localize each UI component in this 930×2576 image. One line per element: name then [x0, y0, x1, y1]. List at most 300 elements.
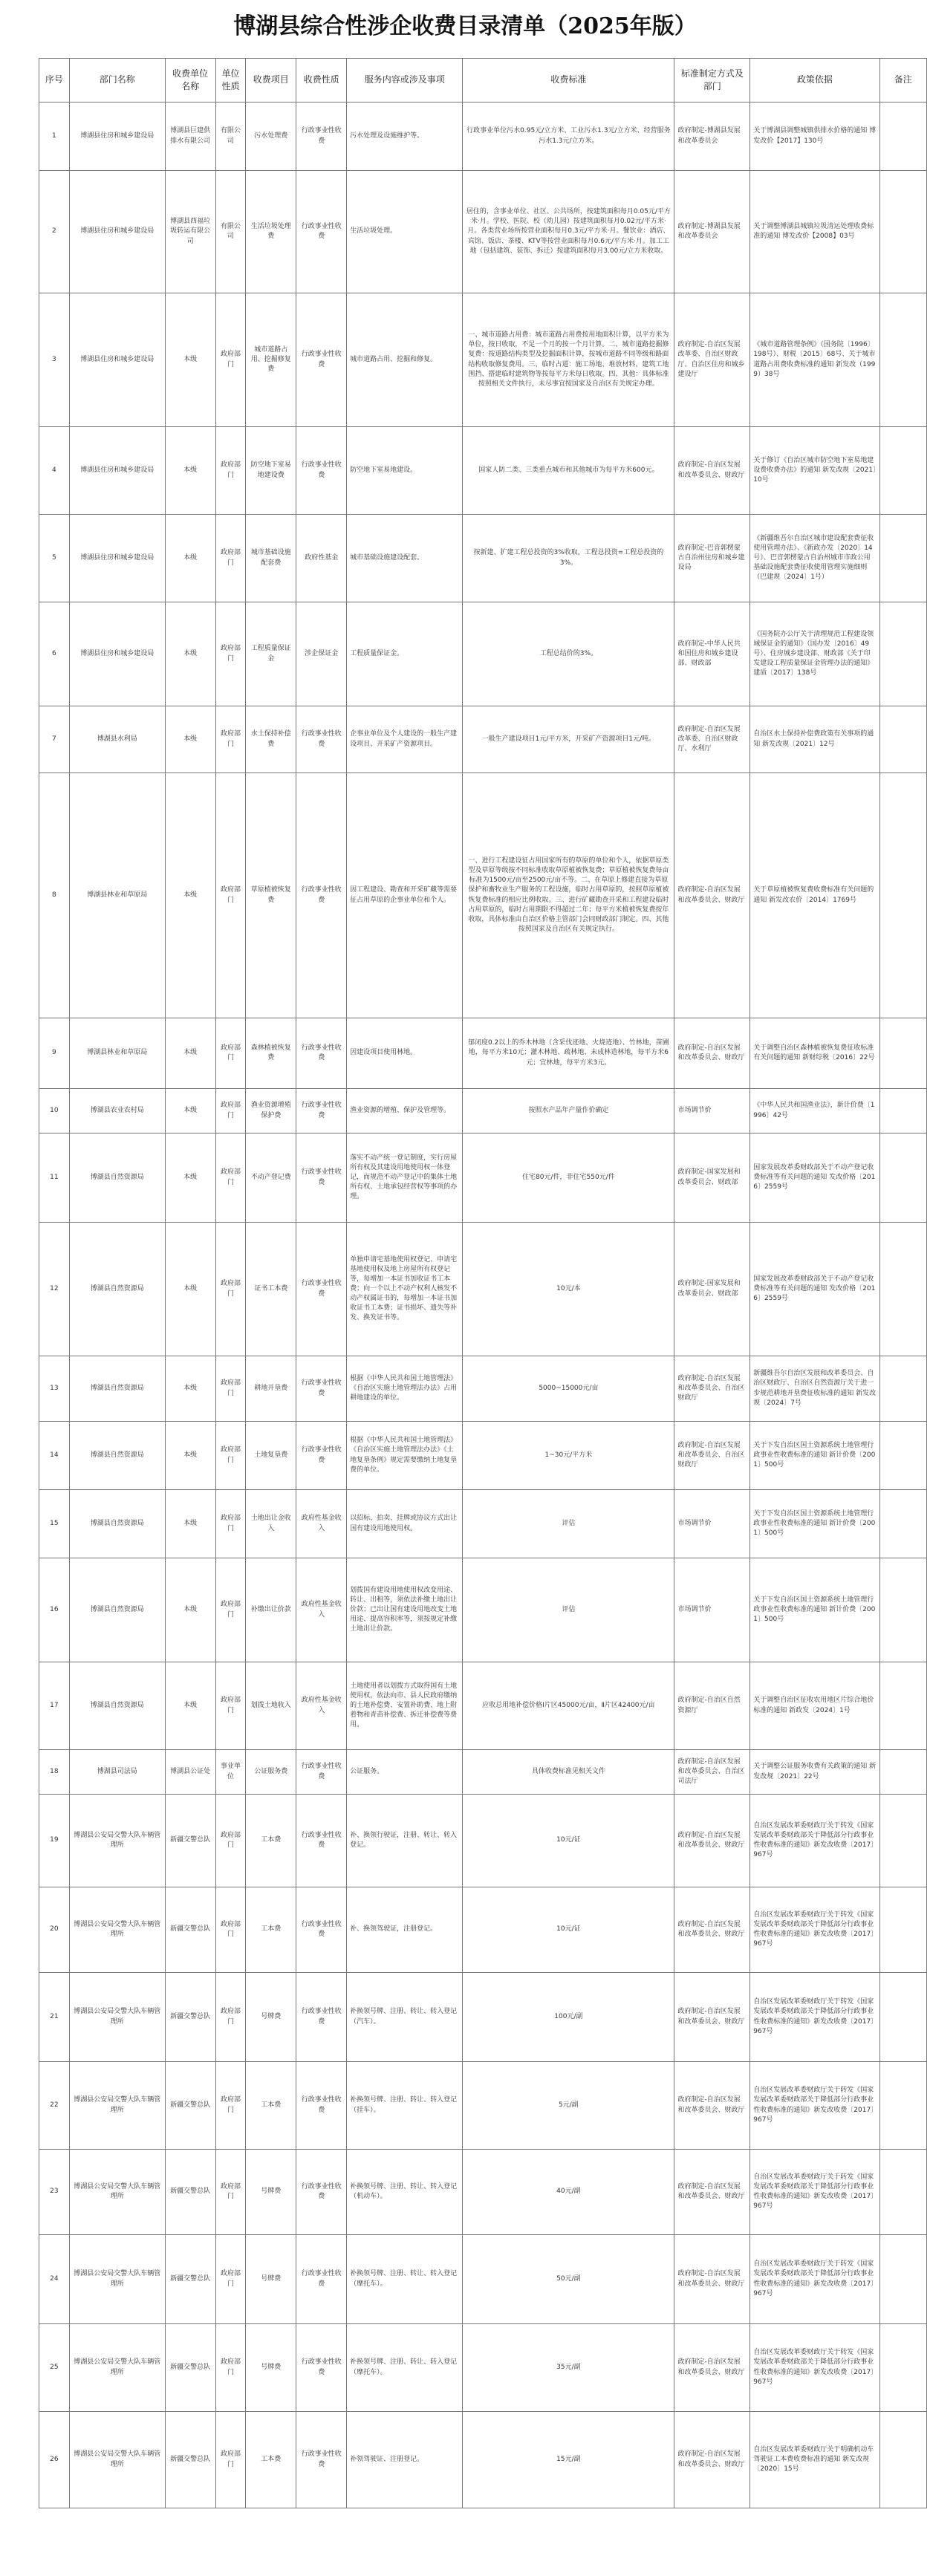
row-number-cell: 4 [39, 427, 70, 515]
standard-method-cell: 政府制定-自治区发展改革委、自治区财政厅、水利厅 [674, 706, 750, 773]
fee-type-cell: 行政事业性收费 [296, 773, 347, 1018]
policy-basis-cell: 关于下发自治区国土资源系统土地管理行政事业性收费标准的通知 新计价费〔2001〕500号 [750, 1422, 879, 1490]
department-name-cell: 博湖县公安局交警大队车辆管理所 [69, 2412, 165, 2508]
fee-item-cell: 城市道路占用、挖掘修复费 [246, 293, 296, 427]
charging-unit-cell: 本级 [165, 515, 215, 602]
fee-type-cell: 行政事业性收费 [296, 1089, 347, 1133]
standard-method-cell: 政府制定-国家发展和改革委员会、财政部 [674, 1223, 750, 1356]
remark-cell [879, 1490, 926, 1558]
table-header-row [39, 59, 927, 103]
fee-type-cell: 行政事业性收费 [296, 427, 347, 515]
policy-basis-cell: 新疆维吾尔自治区发展和改革委员会、自治区财政厅、自治区自然资源厅关于进一步规范耕地开垦费征收标准的通知 新发改规〔2024〕7号 [750, 1356, 879, 1422]
header-cell: 收费单位名称 [165, 59, 215, 103]
service-content-cell: 企事业单位及个人建设的一般生产建设项目、开采矿产资源项目。 [347, 706, 463, 773]
standard-method-cell: 市场调节价 [674, 1490, 750, 1558]
table-row [39, 2150, 927, 2235]
fee-type-cell: 行政事业性收费 [296, 293, 347, 427]
charging-unit-cell: 新疆交警总队 [165, 1795, 215, 1887]
policy-basis-cell: 自治区发展改革委财政厅关于转发《国家发展改革委财政部关于降低部分行政事业性收费标准的通知》新发改收费〔2017〕967号 [750, 1973, 879, 2062]
fee-item-cell: 号牌费 [246, 2235, 296, 2324]
service-content-cell: 公证服务。 [347, 1750, 463, 1795]
fee-standard-cell: 100元/副 [463, 1973, 674, 2062]
service-content-cell: 城市道路占用、挖掘和修复。 [347, 293, 463, 427]
unit-nature-cell: 有限公司 [215, 171, 246, 293]
fee-item-cell: 公证服务费 [246, 1750, 296, 1795]
fee-type-cell: 行政事业性收费 [296, 1887, 347, 1973]
fee-type-cell: 政府性基金收入 [296, 1558, 347, 1662]
unit-nature-cell: 有限公司 [215, 103, 246, 171]
standard-method-cell: 政府制定-自治区发展改革委、自治区财政厅、自治区住房和城乡建设厅 [674, 293, 750, 427]
charging-unit-cell: 本级 [165, 293, 215, 427]
standard-method-cell: 政府制定-自治区发展和改革委员会、自治区司法厅 [674, 1750, 750, 1795]
fee-item-cell: 生活垃圾处理费 [246, 171, 296, 293]
charging-unit-cell: 本级 [165, 1422, 215, 1490]
row-number-cell: 14 [39, 1422, 70, 1490]
row-number-cell: 16 [39, 1558, 70, 1662]
standard-method-cell: 政府制定-自治区发展和改革委员会、财政厅 [674, 2235, 750, 2324]
policy-basis-cell: 《新疆维吾尔自治区城市建设配套费征收使用管理办法》、《新政办发〔2020〕14号》、巴音郭楞蒙古自治州城市市政公用基础设施配套费征收使用管理实施细则（巴建规〔2024〕1号） [750, 515, 879, 602]
policy-basis-cell: 自治区发展改革委财政厅关于转发《国家发展改革委财政部关于降低部分行政事业性收费标准的通知》新发改收费〔2017〕967号 [750, 2324, 879, 2412]
unit-nature-cell: 政府部门 [215, 773, 246, 1018]
row-number-cell: 1 [39, 103, 70, 171]
policy-basis-cell: 关于博湖县调整城镇供排水价格的通知 博发改价【2017】130号 [750, 103, 879, 171]
unit-nature-cell: 政府部门 [215, 1018, 246, 1089]
fee-type-cell: 政府性基金收入 [296, 1490, 347, 1558]
fee-type-cell: 行政事业性收费 [296, 1750, 347, 1795]
charging-unit-cell: 本级 [165, 706, 215, 773]
service-content-cell: 防空地下室易地建设。 [347, 427, 463, 515]
fee-standard-cell: 5元/副 [463, 2062, 674, 2150]
service-content-cell: 工程质量保证金。 [347, 602, 463, 706]
department-name-cell: 博湖县公安局交警大队车辆管理所 [69, 1973, 165, 2062]
standard-method-cell: 政府制定-自治区自然资源厅 [674, 1662, 750, 1750]
fee-item-cell: 号牌费 [246, 2150, 296, 2235]
fee-standard-cell: 40元/副 [463, 2150, 674, 2235]
fee-item-cell: 森林植被恢复费 [246, 1018, 296, 1089]
department-name-cell: 博湖县住房和城乡建设局 [69, 515, 165, 602]
policy-basis-cell: 关于调整自治区森林植被恢复费征收标准有关问题的通知 新财综税〔2016〕22号 [750, 1018, 879, 1089]
fee-item-cell: 耕地开垦费 [246, 1356, 296, 1422]
row-number-cell: 25 [39, 2324, 70, 2412]
standard-method-cell: 政府制定-博湖县发展和改革委员会 [674, 171, 750, 293]
standard-method-cell: 政府制定-自治区发展和改革委员会、财政厅 [674, 2324, 750, 2412]
service-content-cell: 补换领号牌、注册、转让、转入登记（汽车）。 [347, 1973, 463, 2062]
row-number-cell: 15 [39, 1490, 70, 1558]
department-name-cell: 博湖县公安局交警大队车辆管理所 [69, 2150, 165, 2235]
row-number-cell: 10 [39, 1089, 70, 1133]
table-row [39, 1795, 927, 1887]
policy-basis-cell: 国家发展改革委财政部关于不动产登记收费标准等有关问题的通知 发改价格〔2016〕2559号 [750, 1223, 879, 1356]
charging-unit-cell: 本级 [165, 1133, 215, 1223]
unit-nature-cell: 政府部门 [215, 2412, 246, 2508]
fee-standard-cell: 50元/副 [463, 2235, 674, 2324]
table-row [39, 1490, 927, 1558]
fee-standard-cell: 郁闭度0.2以上的乔木林地（含采伐迹地、火烧迹地）、竹林地，苗圃地，每平方米10元；灌木林地、疏林地、未成林造林地，每平方米6元；宜林地，每平方米3元。 [463, 1018, 674, 1089]
service-content-cell: 补换领号牌、注册、转让、转入登记（机动车）。 [347, 2150, 463, 2235]
service-content-cell: 城市基础设施建设配套。 [347, 515, 463, 602]
policy-basis-cell: 关于调整公证服务收费有关政策的通知 新发改规〔2021〕22号 [750, 1750, 879, 1795]
remark-cell [879, 602, 926, 706]
table-row [39, 1887, 927, 1973]
table-row [39, 103, 927, 171]
service-content-cell: 补、换领行驶证，注册、转让、转入登记。 [347, 1795, 463, 1887]
standard-method-cell: 政府制定-博湖县发展和改革委员会 [674, 103, 750, 171]
unit-nature-cell: 政府部门 [215, 2235, 246, 2324]
department-name-cell: 博湖县林业和草原局 [69, 1018, 165, 1089]
fee-item-cell: 土地复垦费 [246, 1422, 296, 1490]
table-row [39, 427, 927, 515]
policy-basis-cell: 自治区发展改革委财政厅关于转发《国家发展改革委财政部关于降低部分行政事业性收费标准的通知》新发改收费〔2017〕967号 [750, 2062, 879, 2150]
fee-type-cell: 行政事业性收费 [296, 103, 347, 171]
department-name-cell: 博湖县公安局交警大队车辆管理所 [69, 1795, 165, 1887]
service-content-cell: 生活垃圾处理。 [347, 171, 463, 293]
policy-basis-cell: 关于草原植被恢复费收费标准有关问题的通知 新发改农价〔2014〕1769号 [750, 773, 879, 1018]
remark-cell [879, 2235, 926, 2324]
department-name-cell: 博湖县自然资源局 [69, 1662, 165, 1750]
department-name-cell: 博湖县自然资源局 [69, 1558, 165, 1662]
fee-item-cell: 污水处理费 [246, 103, 296, 171]
remark-cell [879, 1558, 926, 1662]
policy-basis-cell: 《国务院办公厅关于清理规范工程建设领域保证金的通知》（国办发〔2016〕49号）、住房城乡建设部、财政部《关于印发建设工程质量保证金管理办法的通知》建质〔2017〕138号 [750, 602, 879, 706]
fee-type-cell: 行政事业性收费 [296, 2235, 347, 2324]
table-row [39, 1223, 927, 1356]
remark-cell [879, 427, 926, 515]
fee-type-cell: 行政事业性收费 [296, 1422, 347, 1490]
charging-unit-cell: 本级 [165, 1223, 215, 1356]
department-name-cell: 博湖县自然资源局 [69, 1490, 165, 1558]
service-content-cell: 根据《中华人民共和国土地管理法》《自治区实施土地管理法办法》《土地复垦条例》规定需要缴纳土地复垦费的单位。 [347, 1422, 463, 1490]
department-name-cell: 博湖县住房和城乡建设局 [69, 602, 165, 706]
header-cell: 序号 [39, 59, 70, 103]
table-row [39, 1662, 927, 1750]
fee-item-cell: 渔业资源增殖保护费 [246, 1089, 296, 1133]
department-name-cell: 博湖县农业农村局 [69, 1089, 165, 1133]
charging-unit-cell: 本级 [165, 1662, 215, 1750]
fee-type-cell: 行政事业性收费 [296, 1018, 347, 1089]
service-content-cell: 划拨国有建设用地使用权改变用途、转让、出租等，须依法补缴土地出让价款；已出让国有建设用地改变土地用途、提高容积率等，须按规定补缴土地出让价款。 [347, 1558, 463, 1662]
fee-item-cell: 工程质量保证金 [246, 602, 296, 706]
table-row [39, 706, 927, 773]
fee-item-cell: 工本费 [246, 2412, 296, 2508]
unit-nature-cell: 政府部门 [215, 1356, 246, 1422]
fee-standard-cell: 1~30元/平方米 [463, 1422, 674, 1490]
charging-unit-cell: 新疆交警总队 [165, 2150, 215, 2235]
standard-method-cell: 政府制定-自治区发展和改革委员会、财政厅 [674, 427, 750, 515]
service-content-cell: 土地使用者以划拨方式取得国有土地使用权，依法向市、县人民政府缴纳的土地补偿费、安置补助费、地上附着物和青苗补偿费、拆迁补偿费等费用。 [347, 1662, 463, 1750]
unit-nature-cell: 政府部门 [215, 515, 246, 602]
department-name-cell: 博湖县自然资源局 [69, 1422, 165, 1490]
row-number-cell: 24 [39, 2235, 70, 2324]
table-row [39, 293, 927, 427]
policy-basis-cell: 《中华人民共和国渔业法》，新计价费〔1996〕42号 [750, 1089, 879, 1133]
department-name-cell: 博湖县公安局交警大队车辆管理所 [69, 2324, 165, 2412]
charging-unit-cell: 新疆交警总队 [165, 2412, 215, 2508]
row-number-cell: 17 [39, 1662, 70, 1750]
table-row [39, 1356, 927, 1422]
standard-method-cell: 政府制定-自治区发展和改革委员会、财政厅 [674, 1973, 750, 2062]
fee-item-cell: 工本费 [246, 1795, 296, 1887]
standard-method-cell: 政府制定-自治区发展和改革委员会、自治区财政厅 [674, 1422, 750, 1490]
policy-basis-cell: 自治区发展改革委财政厅关于转发《国家发展改革委财政部关于降低部分行政事业性收费标准的通知》新发改收费〔2017〕967号 [750, 2235, 879, 2324]
fee-item-cell: 草原植被恢复费 [246, 773, 296, 1018]
fee-item-cell: 防空地下室易地建设费 [246, 427, 296, 515]
row-number-cell: 18 [39, 1750, 70, 1795]
charging-unit-cell: 本级 [165, 1018, 215, 1089]
standard-method-cell: 政府制定-国家发展和改革委员会、财政部 [674, 1133, 750, 1223]
table-row [39, 1018, 927, 1089]
header-cell: 服务内容或涉及事项 [347, 59, 463, 103]
charging-unit-cell: 本级 [165, 773, 215, 1018]
unit-nature-cell: 政府部门 [215, 1887, 246, 1973]
table-row [39, 1558, 927, 1662]
remark-cell [879, 1133, 926, 1223]
policy-basis-cell: 关于调整自治区征收农用地区片综合地价标准的通知 新政发〔2024〕1号 [750, 1662, 879, 1750]
header-cell: 单位性质 [215, 59, 246, 103]
service-content-cell: 因工程建设、勘查和开采矿藏等需要征占用草原的企事业单位和个人。 [347, 773, 463, 1018]
remark-cell [879, 773, 926, 1018]
header-cell: 部门名称 [69, 59, 165, 103]
standard-method-cell: 政府制定-自治区发展和改革委员会、财政厅 [674, 2150, 750, 2235]
remark-cell [879, 1887, 926, 1973]
service-content-cell: 污水处理及设施维护等。 [347, 103, 463, 171]
standard-method-cell: 市场调节价 [674, 1558, 750, 1662]
remark-cell [879, 103, 926, 171]
table-row [39, 773, 927, 1018]
fee-type-cell: 涉企保证金 [296, 602, 347, 706]
remark-cell [879, 1018, 926, 1089]
fee-item-cell: 号牌费 [246, 2324, 296, 2412]
table-row [39, 2324, 927, 2412]
department-name-cell: 博湖县公安局交警大队车辆管理所 [69, 2235, 165, 2324]
remark-cell [879, 1422, 926, 1490]
fee-type-cell: 行政事业性收费 [296, 2062, 347, 2150]
unit-nature-cell: 政府部门 [215, 1558, 246, 1662]
standard-method-cell: 政府制定-自治区发展和改革委员会、财政厅 [674, 2412, 750, 2508]
table-row [39, 2235, 927, 2324]
fee-item-cell: 土地出让金收入 [246, 1490, 296, 1558]
row-number-cell: 21 [39, 1973, 70, 2062]
charging-unit-cell: 本级 [165, 1490, 215, 1558]
unit-nature-cell: 政府部门 [215, 2324, 246, 2412]
header-cell: 备注 [879, 59, 926, 103]
fee-standard-cell: 居住的，含事业单位、社区、公共场所，按建筑面积每月0.05元/平方米·月。学校、医院、校（幼儿园）按建筑面积每月0.02元/平方米·月。各类营业场所按营业面积每月0.3元/平方米·月。餐饮业：酒店、宾馆、饭店、茶楼、KTV等按营业面积每月0.6元/平方米·月。加工工地（包括建筑、装饰、拆迁）按建筑面积每月3.00元/立方米收取。 [463, 171, 674, 293]
table-row [39, 2062, 927, 2150]
charging-unit-cell: 新疆交警总队 [165, 2324, 215, 2412]
row-number-cell: 6 [39, 602, 70, 706]
remark-cell [879, 706, 926, 773]
remark-cell [879, 1750, 926, 1795]
unit-nature-cell: 事业单位 [215, 1750, 246, 1795]
unit-nature-cell: 政府部门 [215, 1795, 246, 1887]
remark-cell [879, 2062, 926, 2150]
remark-cell [879, 1223, 926, 1356]
department-name-cell: 博湖县住房和城乡建设局 [69, 103, 165, 171]
fee-standard-cell: 一般生产建设项目1元/平方米，开采矿产资源项目1元/吨。 [463, 706, 674, 773]
fee-item-cell: 证书工本费 [246, 1223, 296, 1356]
charging-unit-cell: 新疆交警总队 [165, 2062, 215, 2150]
row-number-cell: 8 [39, 773, 70, 1018]
row-number-cell: 12 [39, 1223, 70, 1356]
fee-standard-cell: 10元/证 [463, 1887, 674, 1973]
table-row [39, 1750, 927, 1795]
remark-cell [879, 1662, 926, 1750]
service-content-cell: 补换领号牌、注册、转让、转入登记（摩托车）。 [347, 2324, 463, 2412]
fee-item-cell: 工本费 [246, 1887, 296, 1973]
remark-cell [879, 171, 926, 293]
department-name-cell: 博湖县水利局 [69, 706, 165, 773]
charging-unit-cell: 新疆交警总队 [165, 1887, 215, 1973]
fee-standard-cell: 住宅80元/件，非住宅550元/件 [463, 1133, 674, 1223]
fee-standard-cell: 国家人防二类、三类重点城市和其他城市为每平方米600元。 [463, 427, 674, 515]
policy-basis-cell: 自治区发展改革委财政厅关于明确机动车驾驶证工本费收费标准的通知 新发改规〔2020〕15号 [750, 2412, 879, 2508]
standard-method-cell: 政府制定-自治区发展和改革委员会、自治区财政厅 [674, 1356, 750, 1422]
row-number-cell: 23 [39, 2150, 70, 2235]
department-name-cell: 博湖县住房和城乡建设局 [69, 171, 165, 293]
remark-cell [879, 1089, 926, 1133]
unit-nature-cell: 政府部门 [215, 1662, 246, 1750]
fee-catalog-table [39, 58, 927, 2508]
standard-method-cell: 政府制定-自治区发展和改革委员会、财政厅 [674, 1018, 750, 1089]
unit-nature-cell: 政府部门 [215, 1973, 246, 2062]
row-number-cell: 22 [39, 2062, 70, 2150]
row-number-cell: 5 [39, 515, 70, 602]
document-title: 博湖县综合性涉企收费目录清单（2025年版） [233, 13, 697, 39]
row-number-cell: 26 [39, 2412, 70, 2508]
unit-nature-cell: 政府部门 [215, 293, 246, 427]
unit-nature-cell: 政府部门 [215, 427, 246, 515]
table-row [39, 1422, 927, 1490]
fee-item-cell: 补缴出让价款 [246, 1558, 296, 1662]
service-content-cell: 补换领号牌、注册、转让、转入登记（摩托车）。 [347, 2235, 463, 2324]
table-row [39, 171, 927, 293]
row-number-cell: 19 [39, 1795, 70, 1887]
unit-nature-cell: 政府部门 [215, 1089, 246, 1133]
unit-nature-cell: 政府部门 [215, 706, 246, 773]
department-name-cell: 博湖县自然资源局 [69, 1133, 165, 1223]
charging-unit-cell: 本级 [165, 1558, 215, 1662]
department-name-cell: 博湖县司法局 [69, 1750, 165, 1795]
fee-type-cell: 行政事业性收费 [296, 2412, 347, 2508]
remark-cell [879, 293, 926, 427]
header-cell: 标准制定方式及部门 [674, 59, 750, 103]
service-content-cell: 补换领号牌、注册、转让、转入登记（挂车）。 [347, 2062, 463, 2150]
fee-standard-cell: 15元/副 [463, 2412, 674, 2508]
remark-cell [879, 515, 926, 602]
row-number-cell: 9 [39, 1018, 70, 1089]
fee-standard-cell: 35元/副 [463, 2324, 674, 2412]
fee-type-cell: 行政事业性收费 [296, 1223, 347, 1356]
standard-method-cell: 政府制定-自治区发展和改革委员会、财政厅 [674, 2062, 750, 2150]
fee-standard-cell: 5000~15000元/亩 [463, 1356, 674, 1422]
service-content-cell: 补领驾驶证、注册登记。 [347, 2412, 463, 2508]
table-row [39, 1133, 927, 1223]
standard-method-cell: 政府制定-自治区发展和改革委员会、财政厅 [674, 1887, 750, 1973]
unit-nature-cell: 政府部门 [215, 2062, 246, 2150]
department-name-cell: 博湖县自然资源局 [69, 1223, 165, 1356]
policy-basis-cell: 国家发展改革委财政部关于不动产登记收费标准等有关问题的通知 发改价格〔2016〕2559号 [750, 1133, 879, 1223]
service-content-cell: 根据《中华人民共和国土地管理法》《自治区实施土地管理法办法》占用耕地建设的单位。 [347, 1356, 463, 1422]
service-content-cell: 以招标、拍卖、挂牌或协议方式出让国有建设用地使用权。 [347, 1490, 463, 1558]
fee-standard-cell: 按照水产品年产量作价确定 [463, 1089, 674, 1133]
department-name-cell: 博湖县公安局交警大队车辆管理所 [69, 2062, 165, 2150]
standard-method-cell: 政府制定-自治区发展和改革委员会、财政厅 [674, 773, 750, 1018]
department-name-cell: 博湖县公安局交警大队车辆管理所 [69, 1887, 165, 1973]
fee-type-cell: 行政事业性收费 [296, 2150, 347, 2235]
fee-standard-cell: 一、城市道路占用费：城市道路占用费按用地面积计算，以平方米为单位，按日收取，不足一个月的按一个月计算。二、城市道路挖掘修复费：按道路结构类型及挖掘面积计算，按城市道路不同等级和路面结构收取修复费用。三、临时占道：施工场地、堆放材料、建筑工地围挡、搭建临时建筑物等按每平方米每日收取。四、其他：具体标准按照相关文件执行，未尽事宜按国家及自治区有关规定办理。 [463, 293, 674, 427]
header-cell: 收费标准 [463, 59, 674, 103]
policy-basis-cell: 关于修订《自治区城市防空地下室易地建设费收费办法》的通知 新发改规〔2021〕10号 [750, 427, 879, 515]
charging-unit-cell: 博湖县西福垃圾转运有限公司 [165, 171, 215, 293]
unit-nature-cell: 政府部门 [215, 1422, 246, 1490]
remark-cell [879, 1795, 926, 1887]
remark-cell [879, 1356, 926, 1422]
table-row [39, 602, 927, 706]
policy-basis-cell: 自治区发展改革委财政厅关于转发《国家发展改革委财政部关于降低部分行政事业性收费标准的通知》新发改收费〔2017〕967号 [750, 2150, 879, 2235]
fee-item-cell: 不动产登记费 [246, 1133, 296, 1223]
unit-nature-cell: 政府部门 [215, 2150, 246, 2235]
fee-standard-cell: 具体收费标准见相关文件 [463, 1750, 674, 1795]
fee-type-cell: 行政事业性收费 [296, 171, 347, 293]
fee-type-cell: 政府性基金 [296, 515, 347, 602]
fee-standard-cell: 一、进行工程建设征占用国家所有的草原的单位和个人，依据草原类型及草原等级按不同标准收取草原植被恢复费；草原植被恢复费每亩标准为1500元/亩至2500元/亩不等。二、在草原上修建直接为草原保护和畜牧业生产服务的工程设施，临时占用草原的，按照草原植被恢复费标准的相应比例收取。三、进行矿藏勘查开采和工程建设临时占用草原的，临时占用期限不得超过二年；每平方米植被恢复费按年收取，具体标准由自治区价格主管部门会同财政部门制定。四、其他按照国家及自治区有关规定执行。 [463, 773, 674, 1018]
policy-basis-cell: 《城市道路管理条例》（国务院〔1996〕198号）、财税〔2015〕68号、关于城市道路占用费收费标准的通知 新发改（1999）38号 [750, 293, 879, 427]
fee-type-cell: 行政事业性收费 [296, 706, 347, 773]
service-content-cell: 渔业资源的增殖、保护及管理等。 [347, 1089, 463, 1133]
department-name-cell: 博湖县住房和城乡建设局 [69, 427, 165, 515]
header-cell: 收费性质 [296, 59, 347, 103]
row-number-cell: 3 [39, 293, 70, 427]
unit-nature-cell: 政府部门 [215, 602, 246, 706]
unit-nature-cell: 政府部门 [215, 1133, 246, 1223]
charging-unit-cell: 本级 [165, 427, 215, 515]
policy-basis-cell: 自治区水土保持补偿费政策有关事项的通知 新发改规〔2021〕12号 [750, 706, 879, 773]
row-number-cell: 11 [39, 1133, 70, 1223]
fee-type-cell: 行政事业性收费 [296, 1973, 347, 2062]
row-number-cell: 7 [39, 706, 70, 773]
department-name-cell: 博湖县自然资源局 [69, 1356, 165, 1422]
fee-standard-cell: 评估 [463, 1558, 674, 1662]
fee-standard-cell: 按新建、扩建工程总投资的3%收取，工程总投资=工程总投资的3%。 [463, 515, 674, 602]
table-row [39, 2412, 927, 2508]
policy-basis-cell: 自治区发展改革委财政厅关于转发《国家发展改革委财政部关于降低部分行政事业性收费标准的通知》新发改收费〔2017〕967号 [750, 1795, 879, 1887]
department-name-cell: 博湖县林业和草原局 [69, 773, 165, 1018]
remark-cell [879, 1973, 926, 2062]
fee-item-cell: 划拨土地收入 [246, 1662, 296, 1750]
fee-item-cell: 城市基础设施配套费 [246, 515, 296, 602]
table-row [39, 1973, 927, 2062]
charging-unit-cell: 本级 [165, 1089, 215, 1133]
fee-standard-cell: 10元/证 [463, 1795, 674, 1887]
row-number-cell: 2 [39, 171, 70, 293]
charging-unit-cell: 新疆交警总队 [165, 1973, 215, 2062]
fee-type-cell: 政府性基金收入 [296, 1662, 347, 1750]
fee-item-cell: 水土保持补偿费 [246, 706, 296, 773]
standard-method-cell: 政府制定-中华人民共和国住房和城乡建设部、财政部 [674, 602, 750, 706]
fee-type-cell: 行政事业性收费 [296, 1795, 347, 1887]
service-content-cell: 单独申请宅基地使用权登记、申请宅基地使用权及地上房屋所有权登记等，每增加一本证书加收证书工本费；向一个以上不动产权利人核发不动产权属证书的，每增加一本证书加收证书工本费；证书损坏、遗失等补发、换发证书等。 [347, 1223, 463, 1356]
header-cell: 政策依据 [750, 59, 879, 103]
fee-standard-cell: 行政事业单位污水0.95元/立方米、工业污水1.3元/立方米、经营服务污水1.3元/立方米。 [463, 103, 674, 171]
standard-method-cell: 市场调节价 [674, 1089, 750, 1133]
department-name-cell: 博湖县住房和城乡建设局 [69, 293, 165, 427]
standard-method-cell: 政府制定-自治区发展和改革委员会、财政厅 [674, 1795, 750, 1887]
policy-basis-cell: 关于下发自治区国土资源系统土地管理行政事业性收费标准的通知 新计价费〔2001〕500号 [750, 1558, 879, 1662]
remark-cell [879, 2324, 926, 2412]
fee-standard-cell: 工程总结价的3%。 [463, 602, 674, 706]
charging-unit-cell: 本级 [165, 602, 215, 706]
fee-standard-cell: 评估 [463, 1490, 674, 1558]
table-row [39, 1089, 927, 1133]
